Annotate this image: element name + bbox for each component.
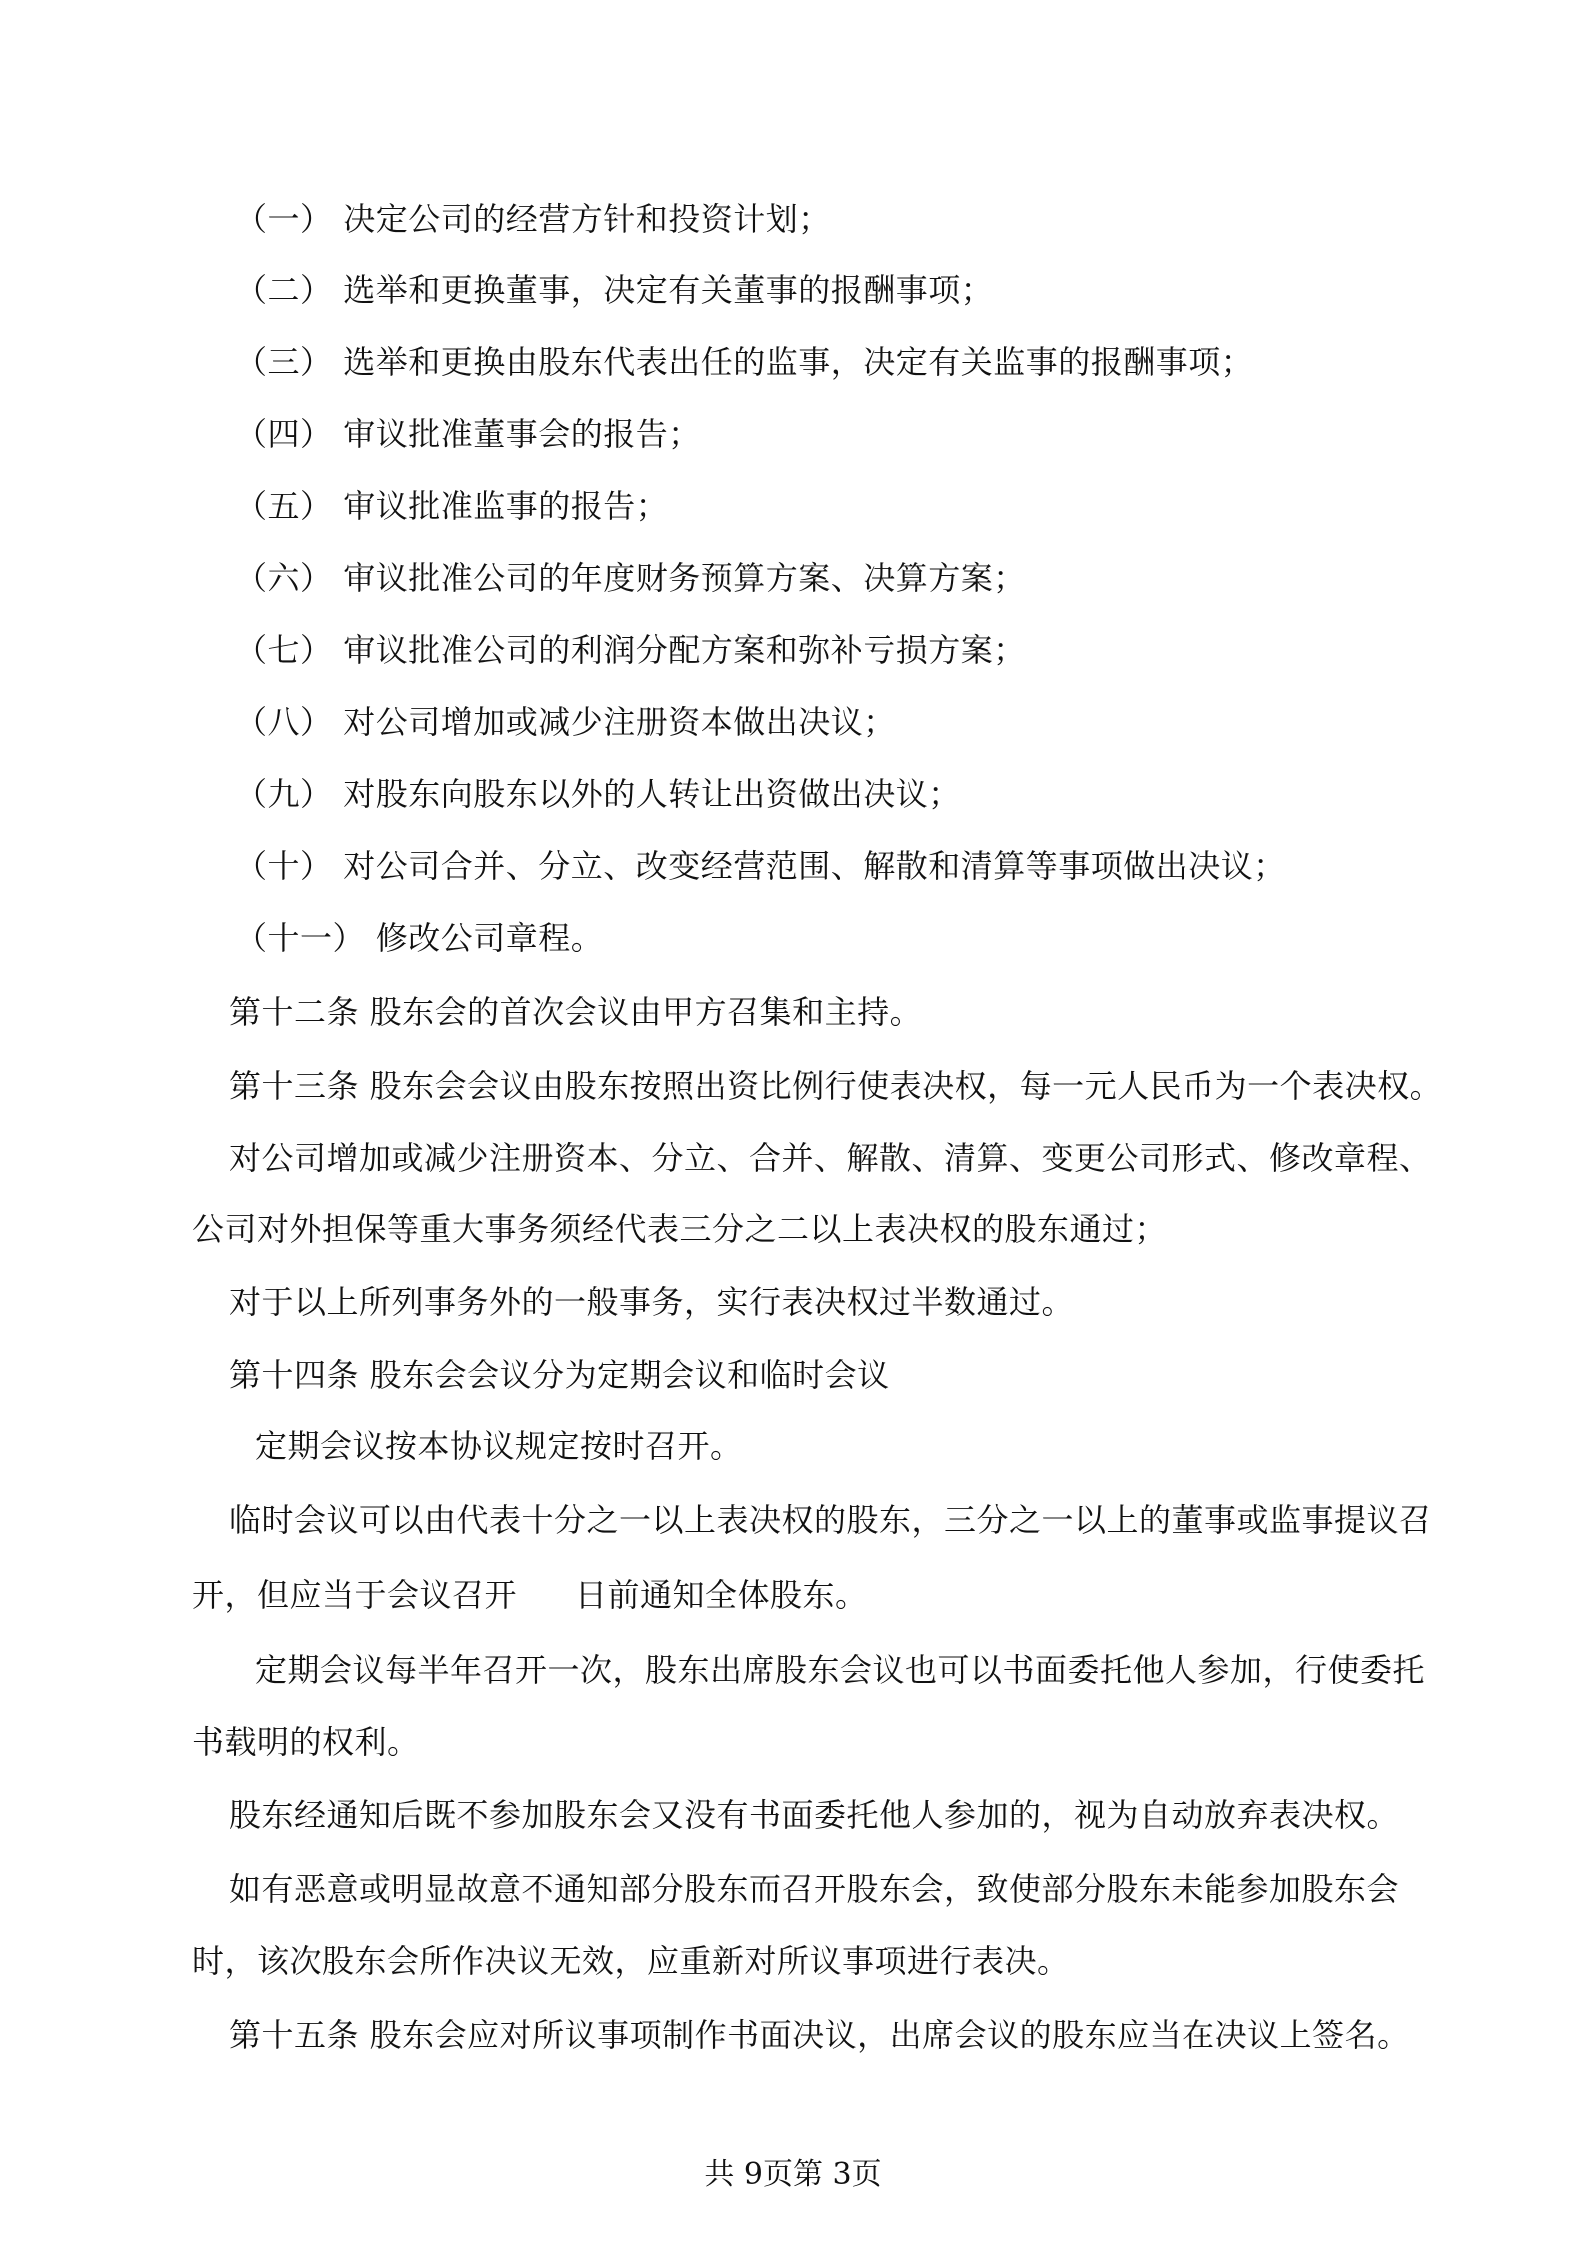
list-item-number: （四） bbox=[235, 415, 333, 453]
list-item bbox=[235, 558, 1026, 598]
article-14-paragraph-line: 临时会议可以由代表十分之一以上表决权的股东，三分之一以上的董事或监事提议召 bbox=[229, 1501, 1432, 1539]
list-item-text: 对股东向股东以外的人转让出资做出决议； bbox=[343, 775, 961, 813]
list-item-number: （十一） bbox=[235, 919, 366, 957]
article-14-paragraph-line: 如有恶意或明显故意不通知部分股东而召开股东会，致使部分股东未能参加股东会 bbox=[229, 1870, 1400, 1908]
list-item bbox=[235, 414, 701, 454]
list-item-number: （七） bbox=[235, 631, 333, 669]
list-item-text: 对公司增加或减少注册资本做出决议； bbox=[343, 703, 896, 741]
article-13: 第十三条 股东会会议由股东按照出资比例行使表决权，每一元人民币为一个表决权。 bbox=[229, 1067, 1443, 1105]
article-14: 第十四条 股东会会议分为定期会议和临时会议 bbox=[229, 1356, 890, 1394]
list-item-text: 审议批准董事会的报告； bbox=[343, 415, 701, 453]
list-item-number: （三） bbox=[235, 343, 333, 381]
list-item-number: （十） bbox=[235, 847, 333, 885]
article-14-paragraph-line: 书载明的权利。 bbox=[192, 1723, 420, 1761]
list-item-number: （二） bbox=[235, 271, 333, 309]
notice-text-before-blank: 开，但应当于会议召开 bbox=[192, 1576, 518, 1614]
article-15: 第十五条 股东会应对所议事项制作书面决议，出席会议的股东应当在决议上签名。 bbox=[229, 2016, 1410, 2054]
list-item bbox=[235, 199, 831, 239]
article-12: 第十二条 股东会的首次会议由甲方召集和主持。 bbox=[229, 993, 923, 1031]
article-14-paragraph: 定期会议按本协议规定按时召开。 bbox=[255, 1427, 743, 1465]
article-14-paragraph-line: 时，该次股东会所作决议无效，应重新对所议事项进行表决。 bbox=[192, 1942, 1070, 1980]
list-item-number: （九） bbox=[235, 775, 333, 813]
article-14-paragraph-line: 定期会议每半年召开一次，股东出席股东会议也可以书面委托他人参加，行使委托 bbox=[255, 1651, 1426, 1689]
list-item bbox=[235, 486, 668, 526]
list-item-text: 审议批准公司的年度财务预算方案、决算方案； bbox=[343, 559, 1026, 597]
list-item bbox=[235, 702, 896, 742]
list-item-text: 审议批准公司的利润分配方案和弥补亏损方案； bbox=[343, 631, 1026, 669]
list-item-text: 审议批准监事的报告； bbox=[343, 487, 669, 525]
notice-text-after-blank: 日前通知全体股东。 bbox=[575, 1576, 868, 1614]
article-13-paragraph-line: 公司对外担保等重大事务须经代表三分之二以上表决权的股东通过； bbox=[192, 1210, 1168, 1248]
list-item-text: 修改公司章程。 bbox=[375, 919, 604, 957]
list-item-number: （五） bbox=[235, 487, 333, 525]
page-number-footer: 共 9页第 3页 bbox=[704, 2157, 882, 2192]
list-item-number: （六） bbox=[235, 559, 333, 597]
list-item bbox=[235, 846, 1286, 886]
list-item bbox=[235, 270, 993, 310]
list-item-text: 决定公司的经营方针和投资计划； bbox=[343, 200, 831, 238]
list-item bbox=[235, 918, 603, 958]
article-14-paragraph-line bbox=[192, 1575, 868, 1615]
list-item-text: 对公司合并、分立、改变经营范围、解散和清算等事项做出决议； bbox=[343, 847, 1286, 885]
list-item bbox=[235, 342, 1253, 382]
list-item-text: 选举和更换董事，决定有关董事的报酬事项； bbox=[343, 271, 994, 309]
list-item-number: （一） bbox=[235, 200, 333, 238]
list-item-text: 选举和更换由股东代表出任的监事，决定有关监事的报酬事项； bbox=[343, 343, 1254, 381]
list-item bbox=[235, 774, 961, 814]
article-13-paragraph: 对于以上所列事务外的一般事务，实行表决权过半数通过。 bbox=[229, 1283, 1075, 1321]
article-14-paragraph: 股东经通知后既不参加股东会又没有书面委托他人参加的，视为自动放弃表决权。 bbox=[229, 1796, 1400, 1834]
list-item-number: （八） bbox=[235, 703, 333, 741]
list-item bbox=[235, 630, 1026, 670]
article-13-paragraph-line: 对公司增加或减少注册资本、分立、合并、解散、清算、变更公司形式、修改章程、 bbox=[229, 1139, 1432, 1177]
